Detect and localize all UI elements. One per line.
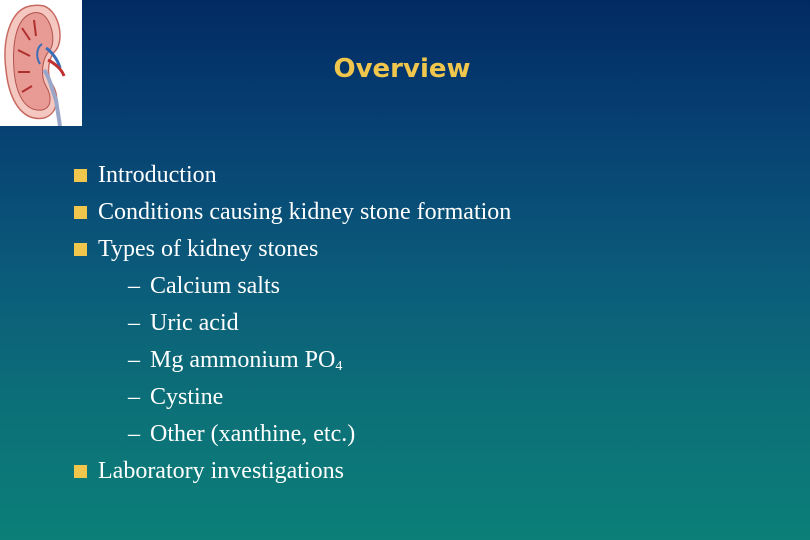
- sub-list-item: – Calcium salts: [128, 273, 280, 299]
- sub-list-item: – Mg ammonium $PO_4$: [128, 347, 343, 374]
- dash-marker: –: [128, 347, 140, 373]
- square-bullet-icon: [74, 169, 87, 182]
- dash-marker: –: [128, 273, 140, 299]
- list-item: Introduction: [72, 160, 511, 197]
- square-bullet-icon: [74, 465, 87, 478]
- sub-list-item: – Cystine: [128, 384, 224, 410]
- dash-marker: –: [128, 310, 140, 336]
- sub-list-item: – Other (xanthine, etc.): [128, 421, 356, 447]
- dash-marker: –: [128, 421, 140, 447]
- dash-marker: –: [128, 384, 140, 410]
- list-item: Conditions causing kidney stone formation: [72, 197, 511, 234]
- list-item: Types of kidney stones: [72, 234, 511, 271]
- square-bullet-icon: [74, 206, 87, 219]
- sub-list-item: – Uric acid: [128, 310, 239, 336]
- square-bullet-icon: [74, 243, 87, 256]
- list-item: Laboratory investigations: [72, 456, 511, 493]
- overview-list: [72, 160, 511, 493]
- slide-title: Overview: [333, 54, 471, 84]
- subscript: 4: [335, 359, 343, 374]
